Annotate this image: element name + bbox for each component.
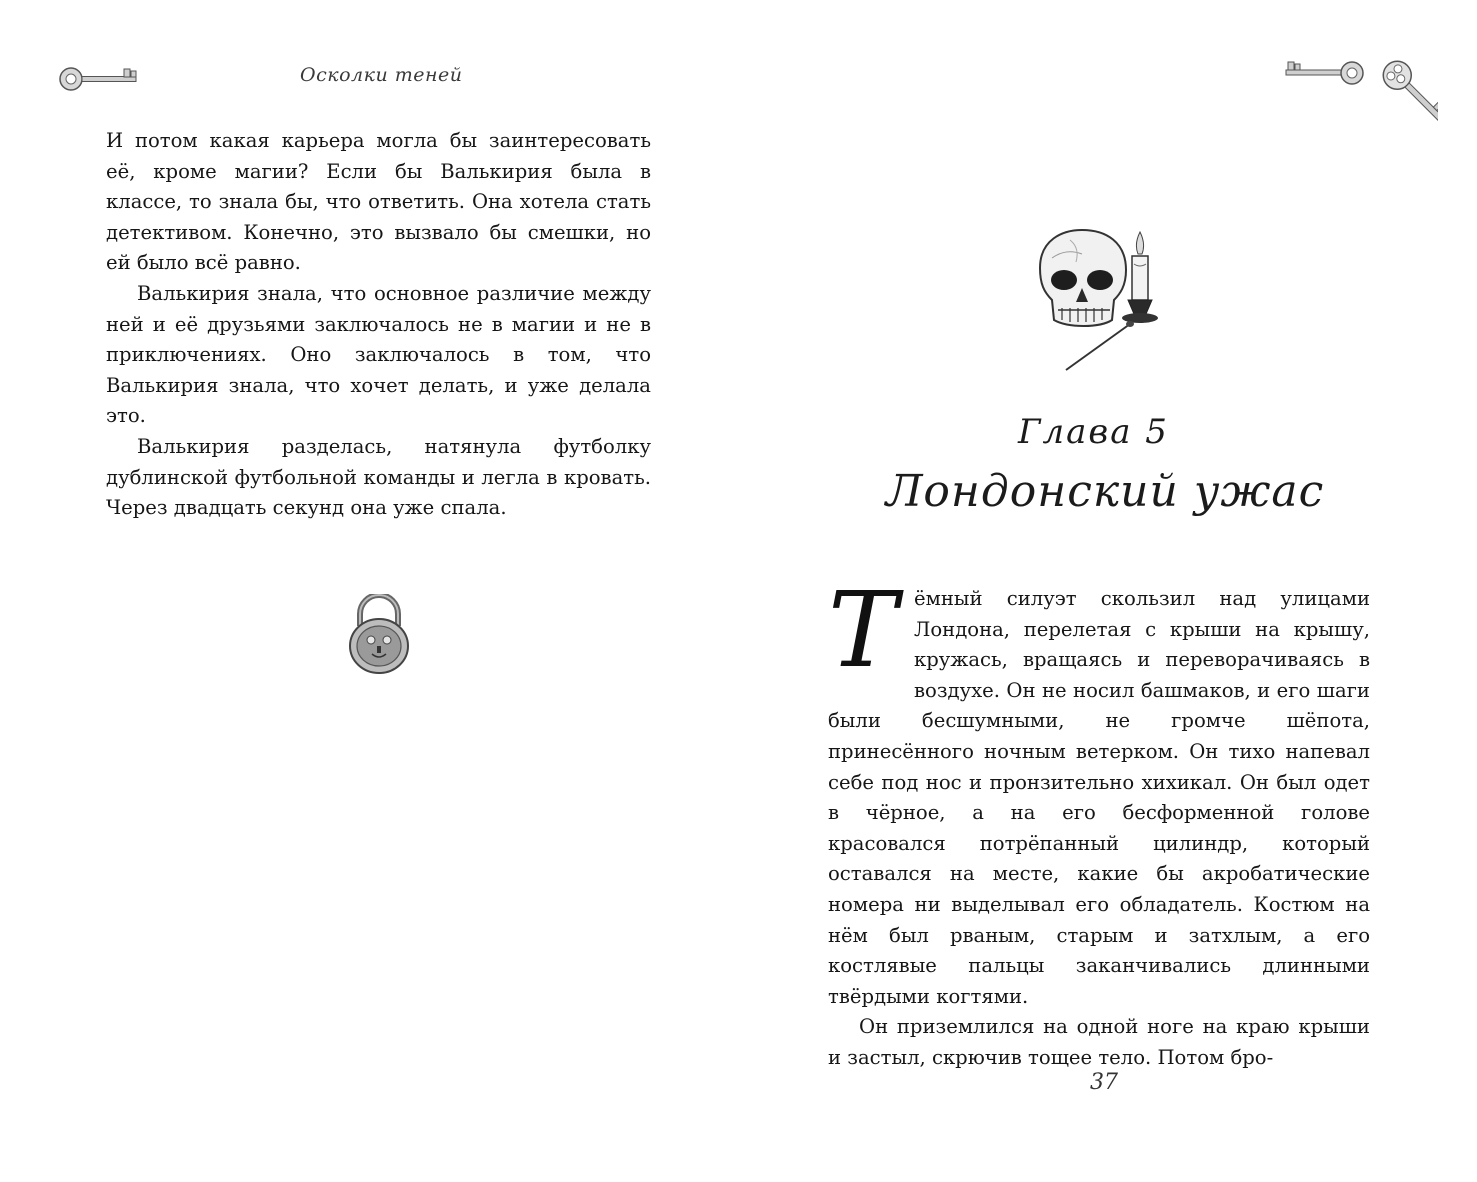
paragraph: И потом какая карьера могла бы заинтересовать её, кроме магии? Если бы Валькирия была в классе, то знала бы, что ответить. Она хотела стать детективом. Конечно, это вызвало бы смешки, но ей было всё равно.: [106, 129, 651, 275]
key-icon: [58, 64, 142, 94]
keys-icon: [1282, 58, 1438, 136]
paragraph: Он приземлился на одной ноге на краю крыши и застыл, скрючив тощее тело. Потом бро-: [828, 1015, 1370, 1069]
skull-candle-icon: [1030, 228, 1170, 378]
drop-cap: Т: [828, 569, 898, 691]
right-page-text: [828, 569, 1370, 1074]
running-title: Осколки теней: [300, 64, 463, 86]
page-number: 37: [1090, 1070, 1118, 1095]
padlock-icon: [344, 594, 414, 676]
left-page: [0, 0, 738, 1182]
paragraph-text: ёмный силуэт скользил над улицами Лондона, перелетая с крыши на крышу, кружась, вращаясь и переворачиваясь в воздухе. Он не носил башмаков, и его шаги были бесшумными, не громче шёпота, принесённого ночным ветерком. Он тихо напевал себе под нос и пронзительно хихикал. Он был одет в чёрное, а на его бесформенной голове красовался потрёпанный цилиндр, который оставался на месте, какие бы акробатические номера ни выделывал его обладатель. Костюм на нём был рваным, старым и затхлым, а его костлявые пальцы заканчивались длинными твёрдыми когтями.: [828, 587, 1370, 1008]
first-paragraph: [828, 569, 1370, 1012]
left-page-text: [106, 126, 651, 524]
chapter-title: Лондонский ужас: [885, 466, 1325, 517]
right-page: [738, 0, 1477, 1182]
paragraph: Валькирия разделась, натянула футболку дублинской футбольной команды и легла в кровать. Через двадцать секунд она уже спала.: [106, 434, 651, 520]
paragraph: Валькирия знала, что основное различие между ней и её друзьями заключалось не в магии и не в приключениях. Оно заключалось в том, что Валькирия знала, что хочет делать, и уже делала это.: [106, 281, 651, 428]
chapter-label: Глава 5: [1018, 412, 1169, 452]
